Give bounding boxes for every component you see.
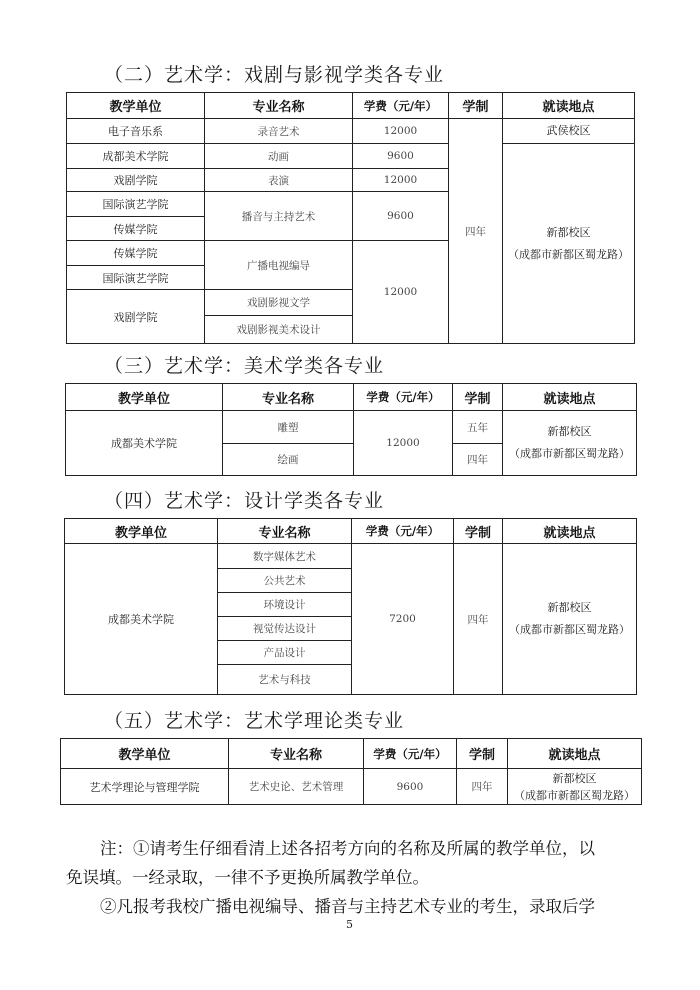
unit-cell: 传媒学院 [67,217,205,241]
table-row [65,544,637,569]
fee-cell: 12000 [354,411,453,476]
fee-cell: 12000 [353,169,449,192]
major-cell: 表演 [205,169,353,192]
header-fee: 学费（元/年） [353,93,449,119]
note-line-3: ②凡报考我校广播电视编导、播音与主持艺术专业的考生，录取后学 [100,897,595,916]
unit-cell: 电子音乐系 [67,119,205,144]
header-unit: 教学单位 [65,519,218,544]
header-duration: 学制 [454,519,503,544]
header-fee: 学费（元/年） [354,384,453,411]
unit-cell: 戏剧学院 [67,169,205,192]
major-cell: 动画 [205,144,353,169]
table-row [61,769,642,805]
duration-cell: 四年 [453,444,503,476]
location-campus: 新都校区 [552,771,597,785]
header-location: 就读地点 [503,384,637,411]
location-campus: 新都校区 [546,225,591,239]
header-duration: 学制 [453,384,503,411]
major-cell: 广播电视编导 [205,241,353,290]
duration-cell: 四年 [454,544,503,695]
fee-cell: 12000 [353,119,449,144]
location-address: （成都市新都区蜀龙路） [509,623,630,636]
header-unit: 教学单位 [67,93,205,119]
location-address: （成都市新都区蜀龙路） [508,247,629,261]
table-drama-film [66,92,635,344]
page-number: 5 [346,918,353,931]
header-major: 专业名称 [223,384,354,411]
location-cell [508,769,642,805]
header-unit: 教学单位 [66,384,223,411]
fee-cell: 9600 [364,769,457,805]
major-cell: 视觉传达设计 [218,617,352,641]
duration-cell: 四年 [449,119,503,344]
header-fee: 学费（元/年） [352,519,454,544]
header-duration: 学制 [449,93,503,119]
note-line-2: 免误填。一经录取，一律不予更换所属教学单位。 [66,868,429,887]
duration-cell: 五年 [453,411,503,444]
header-fee: 学费（元/年） [364,739,457,769]
unit-cell: 艺术学理论与管理学院 [61,769,229,805]
fee-cell: 9600 [353,144,449,169]
location-cell-xindu [503,144,635,344]
header-major: 专业名称 [218,519,352,544]
major-cell: 公共艺术 [218,569,352,593]
major-cell: 播音与主持艺术 [205,192,353,241]
major-cell: 产品设计 [218,641,352,665]
location-campus: 新都校区 [547,601,592,614]
location-cell [503,411,637,476]
major-cell: 戏剧影视美术设计 [205,316,353,344]
fee-cell: 9600 [353,192,449,241]
fee-cell: 12000 [353,241,449,344]
duration-cell: 四年 [457,769,508,805]
major-cell: 艺术与科技 [218,665,352,695]
major-cell: 雕塑 [223,411,354,444]
table-art-theory [60,738,642,805]
table-row [66,411,637,444]
major-cell: 数字媒体艺术 [218,544,352,569]
unit-cell: 传媒学院 [67,241,205,266]
table-row [67,119,635,144]
unit-cell: 成都美术学院 [65,544,218,695]
location-cell [503,544,637,695]
header-location: 就读地点 [503,93,635,119]
table-design [64,518,637,695]
table-fine-arts [65,383,637,476]
header-location: 就读地点 [503,519,637,544]
location-address: （成都市新都区蜀龙路） [514,788,635,802]
location-cell-wuhou: 武侯校区 [503,119,635,144]
header-major: 专业名称 [205,93,353,119]
major-cell: 绘画 [223,444,354,476]
unit-cell: 成都美术学院 [66,411,223,476]
section-title-art-theory: （五）艺术学：艺术学理论类专业 [104,710,405,732]
location-address: （成都市新都区蜀龙路） [509,447,630,460]
table-row [67,144,635,169]
location-campus: 新都校区 [547,425,592,438]
section-title-design: （四）艺术学：设计学类各专业 [104,490,385,512]
section-title-drama-film: （二）艺术学：戏剧与影视学类各专业 [104,64,445,86]
unit-cell: 国际演艺学院 [67,266,205,290]
major-cell: 录音艺术 [205,119,353,144]
unit-cell: 戏剧学院 [67,290,205,344]
unit-cell: 国际演艺学院 [67,192,205,217]
header-unit: 教学单位 [61,739,229,769]
major-cell: 艺术史论、艺术管理 [229,769,364,805]
header-location: 就读地点 [508,739,642,769]
major-cell: 环境设计 [218,593,352,617]
major-cell: 戏剧影视文学 [205,290,353,316]
fee-cell: 7200 [352,544,454,695]
unit-cell: 成都美术学院 [67,144,205,169]
header-duration: 学制 [457,739,508,769]
section-title-fine-arts: （三）艺术学：美术学类各专业 [104,355,385,377]
header-major: 专业名称 [229,739,364,769]
note-line-1: 注：①请考生仔细看清上述各招考方向的名称及所属的教学单位，以 [100,839,595,858]
